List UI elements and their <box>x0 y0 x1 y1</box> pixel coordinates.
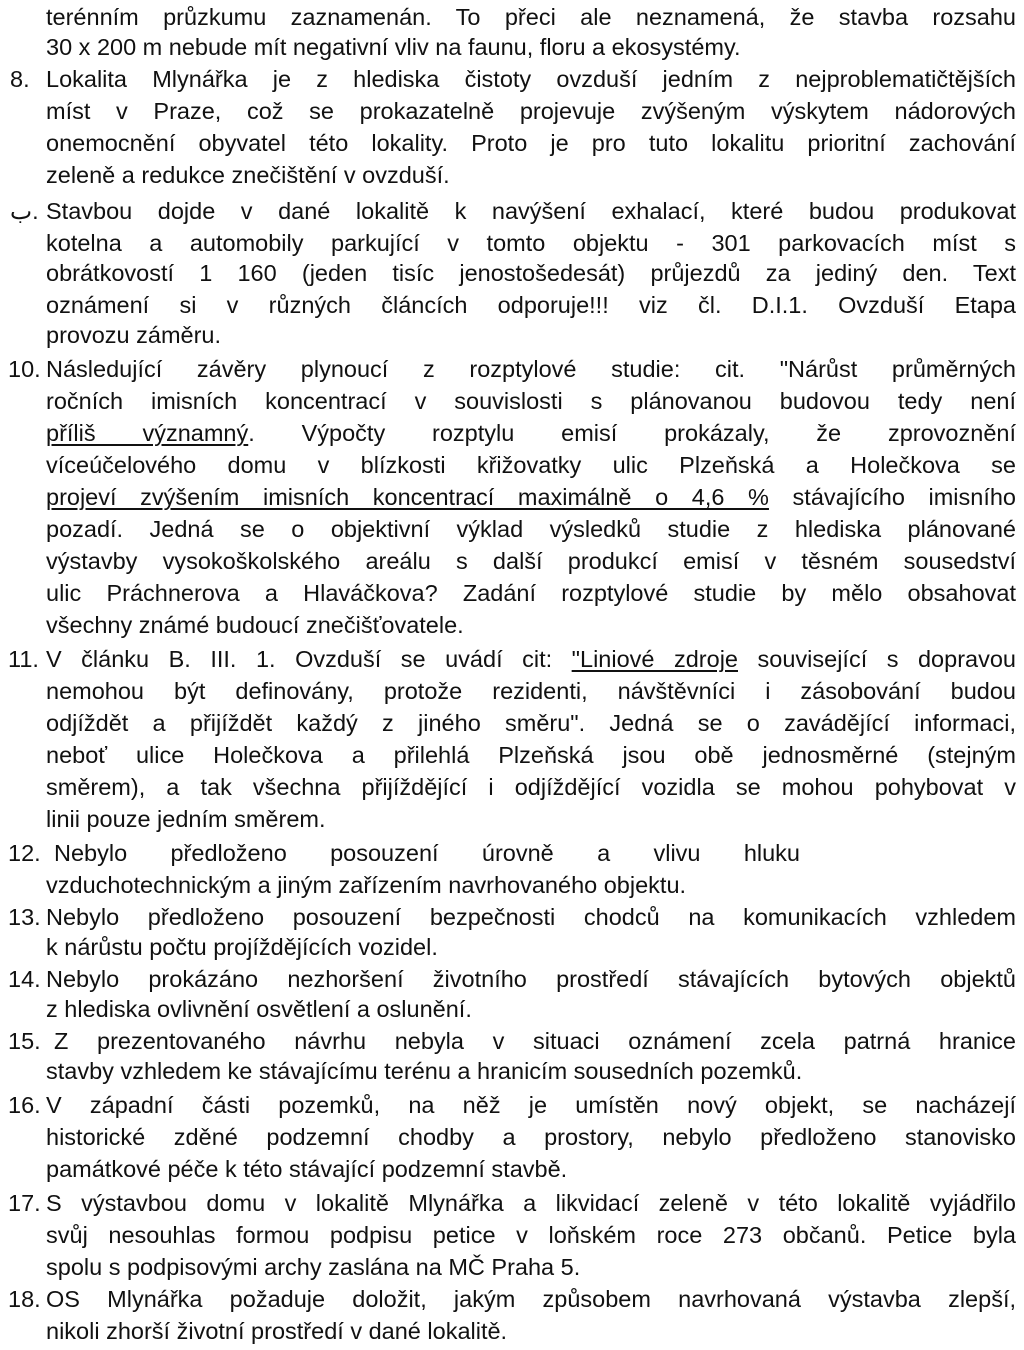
text-line: historické zděné podzemní chodby a prostory, nebylo předloženo stanovisko <box>46 1124 1016 1150</box>
text-line: spolu s podpisovými archy zaslána na MČ Praha 5. <box>46 1254 581 1280</box>
text-line: provozu záměru. <box>46 322 222 348</box>
text-line-underlined-middle: V článku B. III. 1. Ovzduší se uvádí cit: "Liniové zdroje související s dopravou <box>46 646 1016 672</box>
text-line: obrátkovostí 1 160 (jeden tisíc jenostošedesát) průjezdů za jediný den. Text <box>46 260 1016 286</box>
item-number: 18. <box>8 1286 41 1312</box>
item-number: 12. <box>8 840 41 866</box>
item-number: 15. <box>8 1028 41 1054</box>
text-line: pozadí. Jedná se o objektivní výklad výsledků studie z hlediska plánované <box>46 516 1016 542</box>
text-line: linii pouze jedním směrem. <box>46 806 326 832</box>
text-line: Nebylo předloženo posouzení bezpečnosti chodců na komunikacích vzhledem <box>46 904 1016 930</box>
underlined-phrase: příliš významný <box>46 420 249 446</box>
text-line: odjíždět a přijíždět každý z jiného směru". Jedná se o zavádějící informaci, <box>46 710 1016 736</box>
text-line: nikoli zhorší životní prostředí v dané lokalitě. <box>46 1318 508 1344</box>
text-line: Stavbou dojde v dané lokalitě k navýšení exhalací, které budou produkovat <box>46 198 1016 224</box>
underlined-phrase: "Liniové zdroje <box>571 646 738 672</box>
text-line: ročních imisních koncentrací v souvislosti s plánovanou budovou tedy není <box>46 388 1016 414</box>
text-line: Lokalita Mlynářka je z hlediska čistoty ovzduší jedním z nejproblematičtějších <box>46 66 1016 92</box>
text-line: výstavby vysokoškolského areálu s další produkcí emisí v těsném sousedství <box>46 548 1016 574</box>
text-line: Z prezentovaného návrhu nebyla v situaci oznámení zcela patrná hranice <box>54 1028 1016 1054</box>
text-line: Nebylo předloženo posouzení úrovně a vlivu hluku <box>54 840 800 866</box>
text-line: míst v Praze, což se prokazatelně projevuje zvýšeným výskytem nádorových <box>46 98 1016 124</box>
text-line: směrem), a tak všechna přijíždějící i odjíždějící vozidla se mohou pohybovat v <box>46 774 1016 800</box>
text-line: vzduchotechnickým a jiným zařízením navrhovaného objektu. <box>46 872 687 898</box>
underlined-phrase: projeví zvýšením imisních koncentrací maximálně o 4,6 % <box>46 484 769 510</box>
item-number: 11. <box>8 646 39 672</box>
text-line: ulic Práchnerova a Hlaváčkova? Zadání rozptylové studie by mělo obsahovat <box>46 580 1016 606</box>
item-number: 10. <box>8 356 41 382</box>
item-number: 8. <box>10 66 30 92</box>
text-line: z hlediska ovlivnění osvětlení a oslunění. <box>46 996 472 1022</box>
text-line-underlined-start: příliš významný. Výpočty rozptylu emisí prokázaly, že zprovoznění <box>46 420 1016 446</box>
text-line-underlined-start: projeví zvýšením imisních koncentrací maximálně o 4,6 % stávajícího imisního <box>46 484 1017 510</box>
text-line: víceúčelového domu v blízkosti křižovatky ulic Plzeňská a Holečkova se <box>46 452 1016 478</box>
text-line: terénním průzkumu zaznamenán. To přeci ale neznamená, že stavba rozsahu <box>46 4 1016 30</box>
text-line: nemohou být definovány, protože rezidenti, návštěvníci i zásobování budou <box>46 678 1016 704</box>
text-line: V západní části pozemků, na něž je umístěn nový objekt, se nacházejí <box>46 1092 1016 1118</box>
item-number: ب. <box>10 198 39 224</box>
item-number: 13. <box>8 904 41 930</box>
text-line: S výstavbou domu v lokalitě Mlynářka a likvidací zeleně v této lokalitě vyjádřilo <box>46 1190 1016 1216</box>
item-number: 14. <box>8 966 41 992</box>
text-line: oznámení si v různých článcích odporuje!!! viz čl. D.I.1. Ovzduší Etapa <box>46 292 1016 318</box>
text-line: zeleně a redukce znečištění v ovzduší. <box>46 162 450 188</box>
text-line: kotelna a automobily parkující v tomto objektu - 301 parkovacích míst s <box>46 230 1016 256</box>
text-line: stavby vzhledem ke stávajícímu terénu a hranicím sousedních pozemků. <box>46 1058 803 1084</box>
text-line: 30 x 200 m nebude mít negativní vliv na faunu, floru a ekosystémy. <box>46 34 741 60</box>
text-line: OS Mlynářka požaduje doložit, jakým způsobem navrhovaná výstavba zlepší, <box>46 1286 1016 1312</box>
text-line: onemocnění obyvatel této lokality. Proto je pro tuto lokalitu prioritní zachování <box>46 130 1016 156</box>
text-line: všechny známé budoucí znečišťovatele. <box>46 612 464 638</box>
text-line: svůj nesouhlas formou podpisu petice v loňském roce 273 občanů. Petice byla <box>46 1222 1016 1248</box>
text-line: k nárůstu počtu projíždějících vozidel. <box>46 934 438 960</box>
item-number: 17. <box>8 1190 41 1216</box>
item-number: 16. <box>8 1092 41 1118</box>
text-line: Následující závěry plynoucí z rozptylové studie: cit. "Nárůst průměrných <box>46 356 1016 382</box>
text-line: památkové péče k této stávající podzemní stavbě. <box>46 1156 568 1182</box>
text-line: Nebylo prokázáno nezhoršení životního prostředí stávajících bytových objektů <box>46 966 1016 992</box>
text-line: neboť ulice Holečkova a přilehlá Plzeňská jsou obě jednosměrné (stejným <box>46 742 1016 768</box>
